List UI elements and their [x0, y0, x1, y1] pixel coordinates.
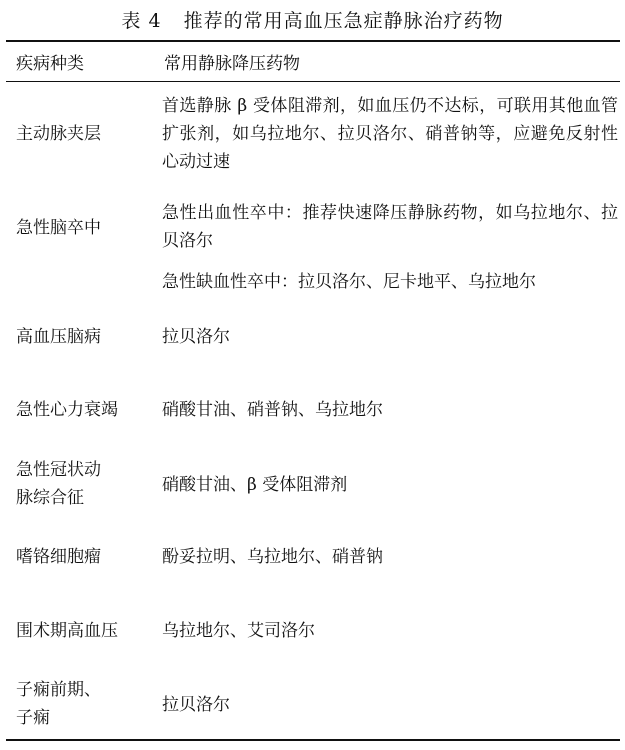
- row-7-disease: 围术期高血压: [16, 621, 118, 641]
- row-1-disease: 主动脉夹层: [16, 124, 101, 144]
- row-2-disease: 急性脑卒中: [16, 218, 101, 238]
- table-bottom-rule: [6, 739, 620, 741]
- row-6-drugs: 酚妥拉明、乌拉地尔、硝普钠: [162, 547, 383, 567]
- row-5-disease: 急性冠状动脉综合征: [16, 460, 101, 508]
- row-2-drugs-hemorrhagic: 急性出血性卒中：推荐快速降压静脉药物，如乌拉地尔、拉贝洛尔: [162, 203, 618, 251]
- row-1-drugs: 首选静脉 β 受体阻滞剂，如血压仍不达标，可联用其他血管扩张剂，如乌拉地尔、拉贝洛尔、硝普钠等，应避免反射性心动过速: [162, 96, 618, 172]
- row-8-disease: 子痫前期、子痫: [16, 680, 101, 728]
- table-caption: [0, 6, 625, 33]
- row-6-disease: 嗜铬细胞瘤: [16, 547, 101, 567]
- column-header-drugs: 常用静脉降压药物: [164, 54, 300, 74]
- row-8-drugs: 拉贝洛尔: [162, 695, 230, 715]
- table-header-rule: [6, 81, 620, 82]
- row-4-disease: 急性心力衰竭: [16, 400, 118, 420]
- row-5-drugs: 硝酸甘油、β 受体阻滞剂: [162, 475, 348, 495]
- table-title: 推荐的常用高血压急症静脉治疗药物: [183, 10, 504, 32]
- row-4-drugs: 硝酸甘油、硝普钠、乌拉地尔: [162, 400, 383, 420]
- row-3-disease: 高血压脑病: [16, 327, 101, 347]
- row-7-drugs: 乌拉地尔、艾司洛尔: [162, 621, 315, 641]
- row-3-drugs: 拉贝洛尔: [162, 327, 230, 347]
- table-top-rule: [6, 40, 620, 42]
- table-label: 表 4: [121, 10, 162, 32]
- column-header-disease: 疾病种类: [16, 54, 84, 74]
- row-2-drugs-ischemic: 急性缺血性卒中：拉贝洛尔、尼卡地平、乌拉地尔: [162, 272, 536, 292]
